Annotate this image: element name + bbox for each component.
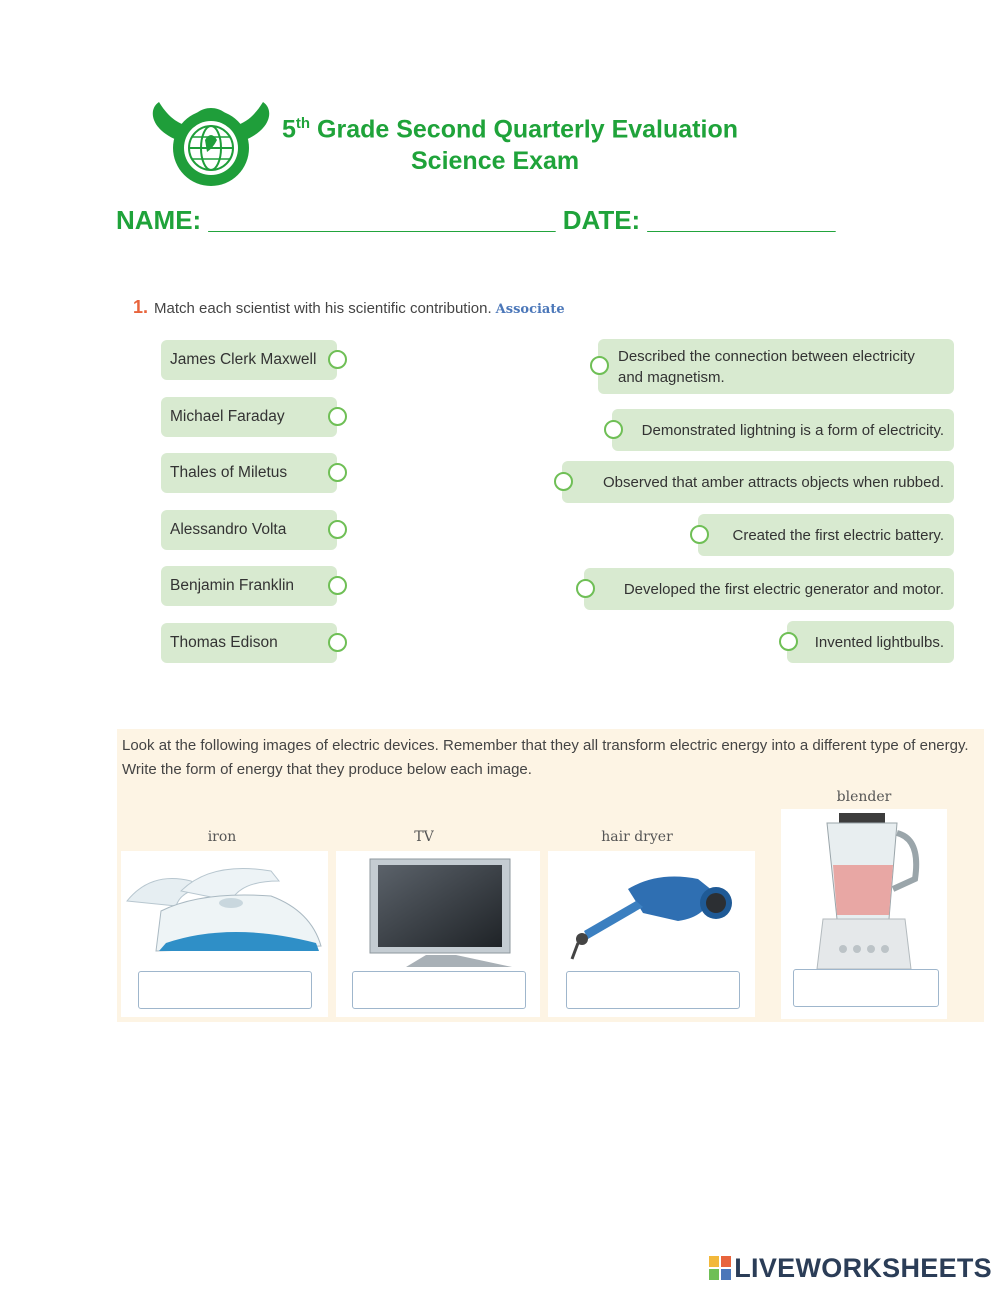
match-dot[interactable] [604,420,623,439]
school-logo [147,100,275,190]
contribution-item: Created the first electric battery. [698,514,954,556]
match-dot[interactable] [328,633,347,652]
name-date-line: NAME: ________________________ DATE: _____________ [116,205,836,235]
question-text: Match each scientist with his scientific contribution. [154,300,492,317]
devices-instruction: Look at the following images of electric devices. Remember that they all transform electric energy into a different type of energy. Write the form of energy that they produce below each image. [122,737,969,778]
brand-text: LIVEWORKSHEETS [734,1253,992,1283]
answer-input-blender[interactable] [793,969,939,1007]
hair-dryer-image [548,851,755,971]
contribution-item: Invented lightbulbs. [787,621,954,663]
scientist-item: Thomas Edison [161,623,337,663]
match-dot[interactable] [690,525,709,544]
page-subtitle: Science Exam [411,147,580,175]
match-dot[interactable] [328,463,347,482]
question-number: 1. [133,297,149,317]
blender-image [781,809,947,969]
match-dot[interactable] [554,472,573,491]
device-card-blender [781,809,947,1019]
question-tag: Associate [495,302,565,317]
liveworksheets-logo [709,1253,992,1287]
device-label-hair-dryer: hair dryer [601,829,673,845]
device-label-iron: iron [207,829,237,845]
contribution-item: Observed that amber attracts objects when rubbed. [562,461,954,503]
match-dot[interactable] [328,520,347,539]
match-dot[interactable] [328,576,347,595]
contribution-item: Developed the first electric generator and motor. [584,568,954,610]
iron-image [121,851,328,971]
logo-text [275,100,276,101]
scientist-item: Thales of Miletus [161,453,337,493]
devices-section [117,729,984,1022]
scientist-item: Michael Faraday [161,397,337,437]
contribution-item: Described the connection between electricity and magnetism. [598,339,954,394]
match-dot[interactable] [328,350,347,369]
match-dot[interactable] [590,356,609,375]
device-label-blender: blender [836,789,892,805]
answer-input-hair-dryer[interactable] [566,971,740,1009]
contribution-item: Demonstrated lightning is a form of electricity. [612,409,954,451]
brand-mark-icon [709,1256,731,1287]
tv-image [336,851,540,971]
match-dot[interactable] [576,579,595,598]
answer-input-tv[interactable] [352,971,526,1009]
device-card-tv [336,851,540,1017]
scientist-item: Benjamin Franklin [161,566,337,606]
match-dot[interactable] [328,407,347,426]
scientist-item: James Clerk Maxwell [161,340,337,380]
question-1-heading [133,297,565,318]
page-title: 5th Grade Second Quarterly Evaluation [282,115,738,144]
device-label-tv: TV [414,829,434,845]
device-card-iron [121,851,328,1017]
match-dot[interactable] [779,632,798,651]
scientist-item: Alessandro Volta [161,510,337,550]
device-card-hair-dryer [548,851,755,1017]
answer-input-iron[interactable] [138,971,312,1009]
